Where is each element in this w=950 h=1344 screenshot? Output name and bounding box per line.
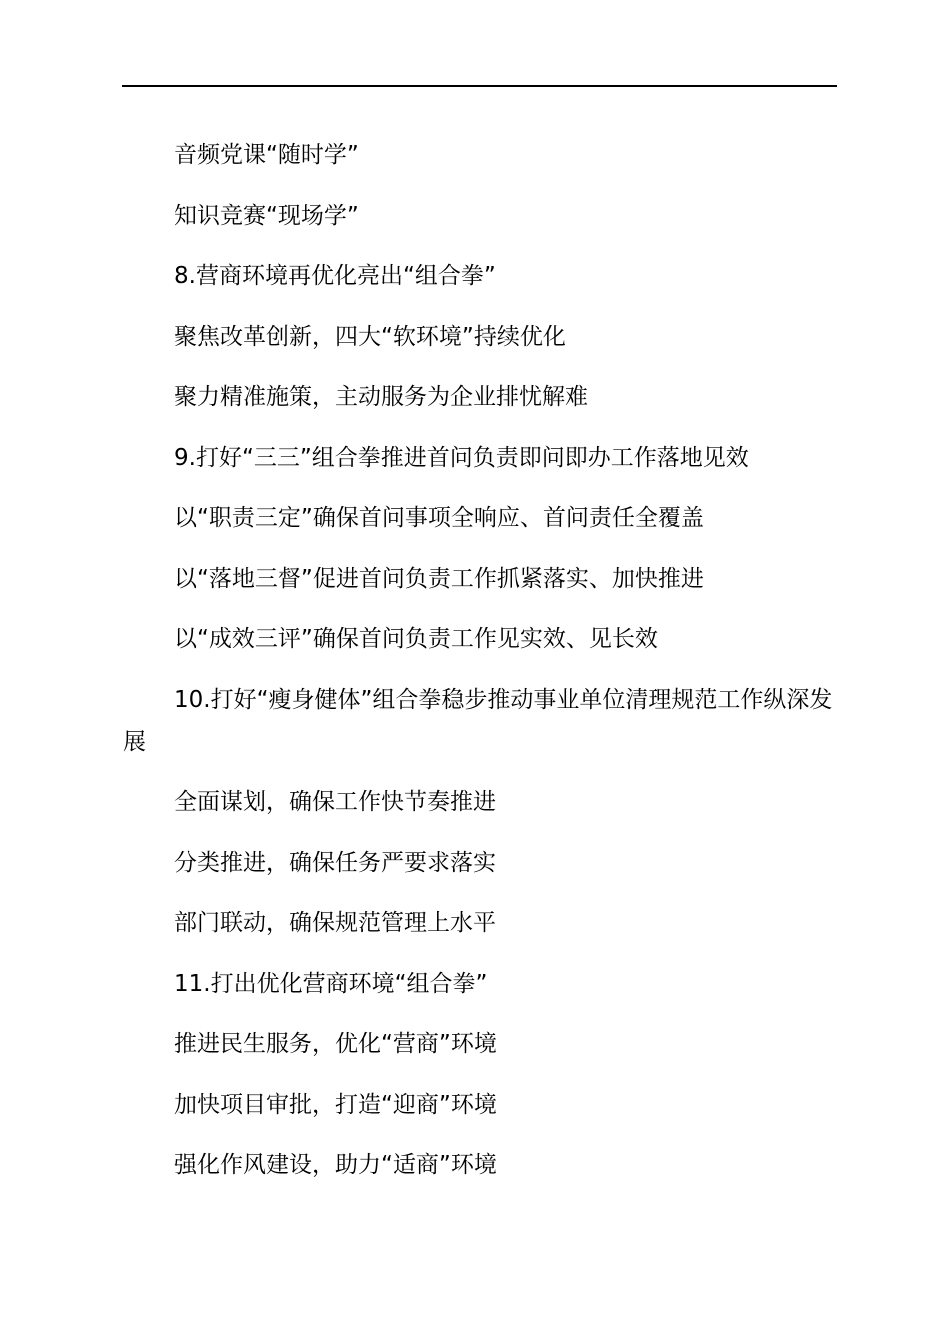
heading-10: 10.打好“瘦身健体”组合拳稳步推动事业单位清理规范工作纵深发展 [123,686,833,755]
paragraph-11: 全面谋划，确保工作快节奏推进 [174,789,496,815]
paragraph-16: 加快项目审批，打造“迎商”环境 [174,1091,497,1118]
paragraph-7: 以“职责三定”确保首问事项全响应、首问责任全覆盖 [174,505,704,531]
paragraph-9: 以“成效三评”确保首问负责工作见实效、见长效 [174,626,658,652]
paragraph-4: 聚焦改革创新，四大“软环境”持续优化 [174,323,566,350]
heading-11: 11.打出优化营商环境“组合拳” [174,970,488,997]
paragraph-17: 强化作风建设，助力“适商”环境 [174,1152,497,1178]
paragraph-5: 聚力精准施策，主动服务为企业排忧解难 [174,384,588,410]
paragraph-15: 推进民生服务，优化“营商”环境 [174,1031,497,1057]
heading-8: 8.营商环境再优化亮出“组合拳” [174,263,496,289]
paragraph-8: 以“落地三督”促进首问负责工作抓紧落实、加快推进 [174,565,704,592]
paragraph-13: 部门联动，确保规范管理上水平 [174,910,496,936]
heading-9: 9.打好“三三”组合拳推进首问负责即问即办工作落地见效 [174,444,749,471]
document-body [123,134,837,1205]
header-rule [122,85,837,87]
paragraph-2: 知识竞赛“现场学” [174,202,359,229]
paragraph-12: 分类推进，确保任务严要求落实 [174,849,496,876]
paragraph-1: 音频党课“随时学” [174,142,359,168]
